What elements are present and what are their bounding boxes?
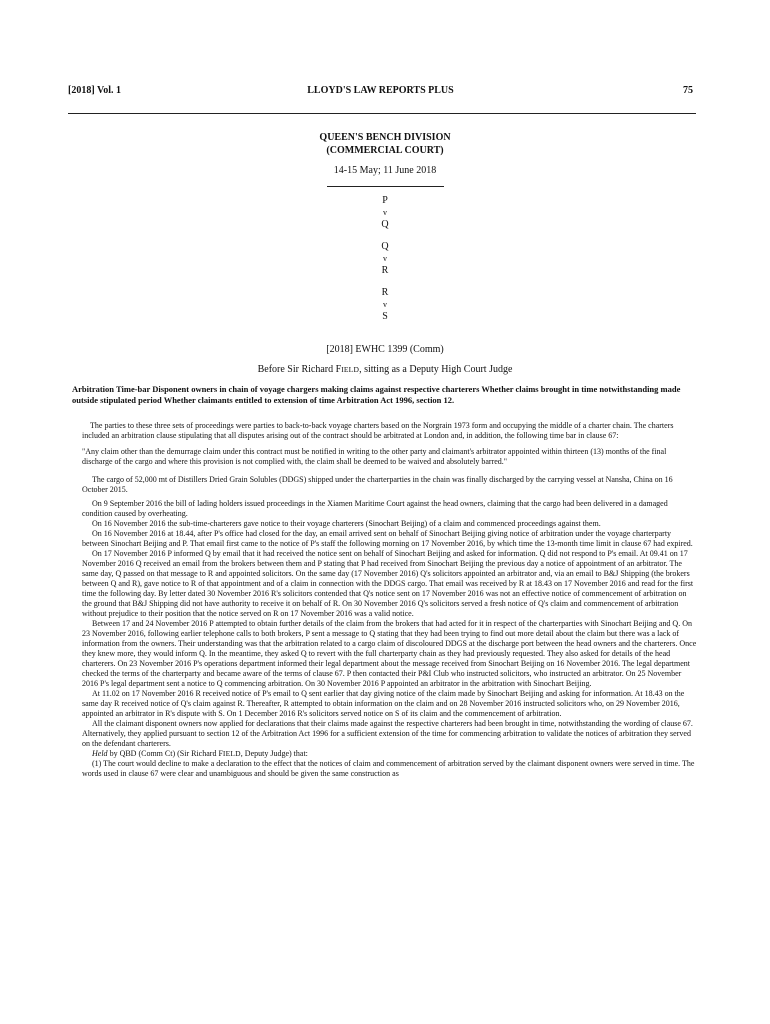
held-text: by QBD (Comm Ct) (Sir Richard F	[107, 749, 223, 758]
party-group	[0, 240, 770, 277]
party-name: P	[382, 195, 388, 206]
party-group	[0, 194, 770, 231]
paragraph: On 16 November 2016 the sub-time-charterers gave notice to their voyage charterers (Sinochart Beijing) of a claim and commenced proceedings against them.	[92, 519, 601, 528]
party-name: R	[381, 265, 389, 276]
judge-prefix: Before Sir Richard F	[257, 364, 342, 375]
paragraph: The cargo of 52,000 mt of Distillers Dried Grain Solubles (DDGS) shipped under the charterparties in the chain was finally discharged by the carrying vessel at Nansha, China on 16 October 2015.	[82, 475, 673, 494]
paragraph: On 9 September 2016 the bill of lading holders issued proceedings in the Xiamen Maritime Court against the head owners, claiming that the cargo had been delivered in a damaged condition caused by overheating.	[82, 499, 668, 518]
volume-label: [2018] Vol. 1	[68, 85, 122, 96]
catchwords: Arbitration Time-bar Disponent owners in chain of voyage chargers making claims against respective charterers Whether claims brought in time notwithstanding made outside stipulated period Whether claimants entitled to extension of time Arbitration Act 1996, section 12.	[72, 384, 681, 405]
parties-block	[0, 194, 770, 323]
hearing-dates: 14-15 May; 11 June 2018	[333, 165, 437, 176]
party-name: R	[381, 287, 389, 298]
party-name: Q	[381, 241, 389, 252]
paragraph: Between 17 and 24 November 2016 P attempted to obtain further details of the claim from the brokers that had acted for it in respect of the charterparties with Sinochart Beijing and Q. On 23 November 2016, following earlier telephone calls to both brokers, P sent a message to Q stating that they had been trying to find out more detail about the claim but there was a lack of information from the owners. Their understanding was that the arbitration related to a cargo claim of discoloured DDGS at the discharge port between the head owners and the charterers. Once they knew more, they would inform Q. In the meantime, they asked Q to revert with the full charterparty chain as they had previously requested. They also asked for details of the head charterers. On 23 November 2016 P's operations department informed their legal department about the message received from Sinochart Beijing on 16 November 2016. The legal department checked the terms of the charterparty and became aware of the terms of clause 67. P then contacted their P&I Club who instructed solicitors, who instructed an arbitrator. On 25 November 2016 P's legal department sent a notice to Q commencing arbitration. On 30 November 2016 P appointed an arbitrator in the arbitration with Sinochart Beijing.	[82, 619, 697, 688]
held-line	[82, 749, 698, 759]
paragraph: On 16 November 2016 at 18.44, after P's office had closed for the day, an email arrived sent on behalf of Sinochart Beijing giving notice of arbitration under the voyage charterparty between Sinochart Beijing and P. That email first came to the notice of P's staff the following morning on 17 November 2016, by which time the 13-month time limit in clause 67 had expired.	[82, 529, 693, 548]
quoted-clause: "Any claim other than the demurrage claim under this contract must be notified in writing to the other party and claimant's arbitrator appointed within thirteen (13) months of the final discharge of the cargo and where this provision is not complied with, the claim shall be deemed to be waived and absolutely barred."	[82, 447, 667, 466]
publication-title: LLOYD'S LAW REPORTS PLUS	[307, 85, 454, 96]
judge-smallcaps: IELD	[341, 365, 360, 374]
dates-rule	[327, 186, 444, 187]
held-label: Held	[92, 749, 108, 758]
judge-line	[0, 364, 770, 375]
court-heading	[0, 131, 770, 157]
versus-label: v	[383, 208, 387, 217]
party-name: S	[382, 311, 388, 322]
running-header	[68, 85, 693, 101]
versus-label: v	[383, 300, 387, 309]
held-smallcaps: IELD	[222, 749, 241, 758]
court-division: QUEEN'S BENCH DIVISION	[319, 132, 451, 143]
paragraph: On 17 November 2016 P informed Q by email that it had received the notice sent on behalf of Sinochart Beijing and asked for information. Q did not respond to P's email. At 09.41 on 17 November 2016 Q received an email from the brokers between them and P stating that P had received from Sinochart Beijing the previous day a notice of appointment of an arbitrator. The same day, Q passed on that message to R and appointed solicitors. On the same day (17 November 2016) Q's solicitors appointed an arbitrator and, via an email to B&J Shipping (the brokers between Q and R), gave notice to R of that appointment and of a claim in connection with the DDGS cargo. That email was received by R at 18.43 on 17 November 2016 and read for the first time the following day. By letter dated 30 November 2016 R's solicitors contended that Q's notice sent on 17 November 2016 was not an effective notice of commencement of arbitration on the ground that B&J Shipping did not have authority to receive it on behalf of R. On 30 November 2016 Q's solicitors served a fresh notice of Q's claim and commencement of arbitration without prejudice to their position that the notice served on R on 17 November 2016 was a valid notice.	[82, 549, 694, 618]
header-rule	[68, 113, 696, 114]
court-name: (COMMERCIAL COURT)	[326, 145, 444, 156]
page-number: 75	[683, 85, 693, 96]
held-text: , Deputy Judge) that:	[240, 749, 308, 758]
neutral-citation: [2018] EWHC 1399 (Comm)	[326, 344, 444, 355]
paragraph: At 11.02 on 17 November 2016 R received notice of P's email to Q sent earlier that day giving notice of the claim made by Sinochart Beijing and asking for information. At 18.43 on the same day R received notice of Q's claim against R. Thereafter, R attempted to obtain information on the claim and on 28 November 2016 instructed solicitors who, on 29 November 2016, appointed an arbitrator in R's dispute with S. On 1 December 2016 R's solicitors served notice on S of its claim and the commencement of arbitration.	[82, 689, 685, 718]
paragraph: All the claimant disponent owners now applied for declarations that their claims made against the respective charterers had been brought in time, notwithstanding the wording of clause 67. Alternatively, they applied pursuant to section 12 of the Arbitration Act 1996 for a sufficient extension of the time for commencing arbitration to validate the notices of arbitration they served on the defendant charterers.	[82, 719, 693, 748]
paragraph: The parties to these three sets of proceedings were parties to back-to-back voyage charters based on the Norgrain 1973 form and occupying the middle of a charter chain. The charters included an arbitration clause stipulating that all disputes arising out of the contract should be arbitrated at London and, in addition, the following time bar in clause 67:	[82, 421, 674, 440]
paragraph: (1) The court would decline to make a declaration to the effect that the notices of claim and commencement of arbitration served by the claimant disponent owners were served in time. The words used in clause 67 were clear and unambiguous and should be given the same construction as	[82, 759, 695, 778]
party-name: Q	[381, 219, 389, 230]
headnote-body	[82, 421, 698, 779]
judge-suffix: , sitting as a Deputy High Court Judge	[359, 364, 513, 375]
party-group	[0, 286, 770, 323]
versus-label: v	[383, 254, 387, 263]
